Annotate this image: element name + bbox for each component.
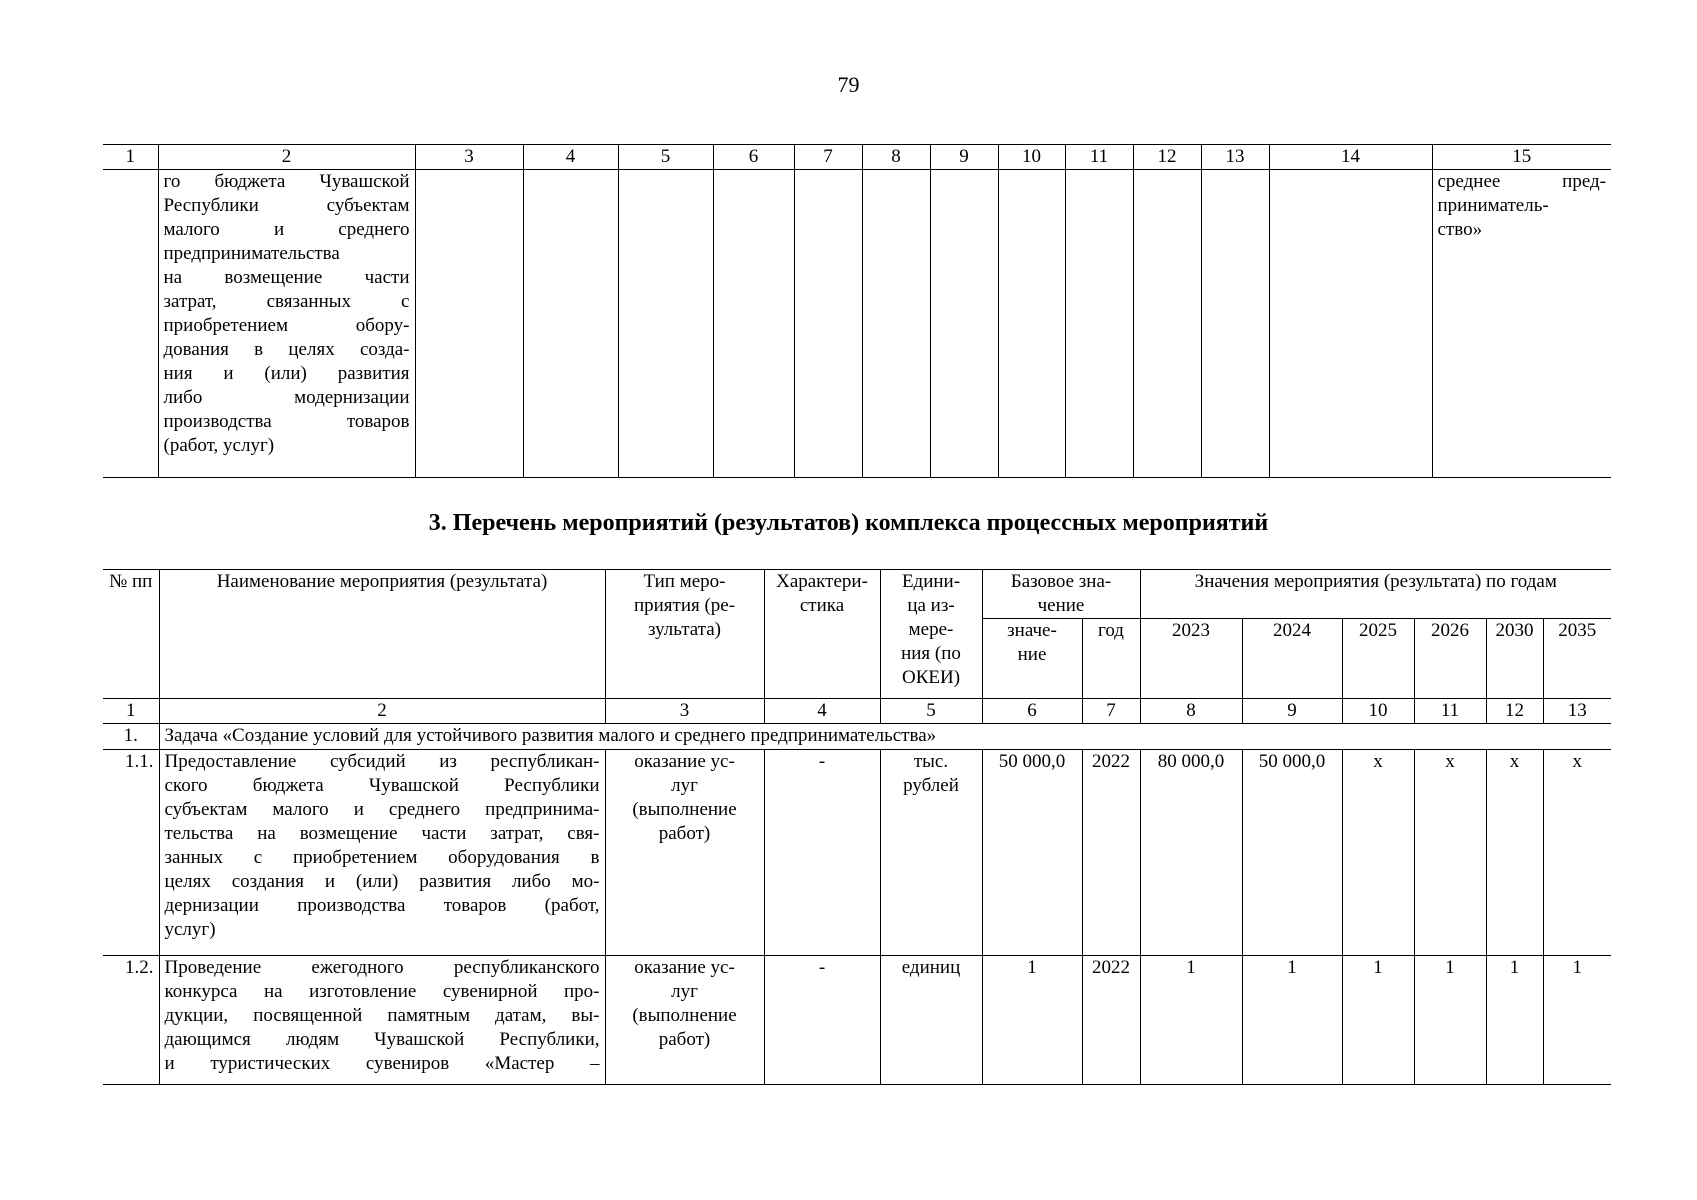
column-number: 4 bbox=[764, 699, 880, 724]
column-number: 11 bbox=[1414, 699, 1486, 724]
text-line: дукции, посвященной памятным датам, вы- bbox=[164, 1005, 600, 1026]
header-year: 2024 bbox=[1242, 619, 1342, 699]
header-characteristic bbox=[764, 570, 880, 699]
unit-cell bbox=[880, 750, 982, 956]
characteristic-cell: - bbox=[764, 750, 880, 956]
column-number-row bbox=[103, 145, 1611, 170]
column-number: 10 bbox=[1342, 699, 1414, 724]
column-number: 3 bbox=[605, 699, 764, 724]
column-number: 11 bbox=[1065, 145, 1133, 170]
text-line: работ) bbox=[658, 823, 711, 844]
year-value-cell: х bbox=[1414, 750, 1486, 956]
year-value-cell: 50 000,0 bbox=[1242, 750, 1342, 956]
column-number: 10 bbox=[998, 145, 1065, 170]
column-number: 7 bbox=[1082, 699, 1140, 724]
text-line: мере- bbox=[908, 619, 954, 640]
task-num: 1. bbox=[103, 724, 159, 750]
text-line: Базовое зна- bbox=[1010, 571, 1112, 592]
header-year: 2025 bbox=[1342, 619, 1414, 699]
year-value-cell: 1 bbox=[1140, 956, 1242, 1085]
column-number: 1 bbox=[103, 145, 158, 170]
text-line: малого и среднего bbox=[163, 219, 410, 240]
header-num: № пп bbox=[103, 570, 159, 699]
text-line: ца из- bbox=[907, 595, 955, 616]
column-number: 6 bbox=[713, 145, 794, 170]
column-number: 1 bbox=[103, 699, 159, 724]
column-number: 12 bbox=[1133, 145, 1201, 170]
header-year: 2035 bbox=[1543, 619, 1611, 699]
column-number: 12 bbox=[1486, 699, 1543, 724]
text-line: конкурса на изготовление сувенирной про- bbox=[164, 981, 600, 1002]
column-number: 4 bbox=[523, 145, 618, 170]
text-line: среднее пред- bbox=[1437, 171, 1606, 192]
header-base bbox=[982, 570, 1140, 619]
text-line: ние bbox=[1017, 644, 1047, 665]
header-name: Наименование мероприятия (результата) bbox=[159, 570, 605, 699]
column-number: 7 bbox=[794, 145, 862, 170]
column-number: 9 bbox=[930, 145, 998, 170]
year-value-cell: 1 bbox=[1414, 956, 1486, 1085]
text-line: дающимся людям Чувашской Республики, bbox=[164, 1029, 600, 1050]
unit-cell bbox=[880, 956, 982, 1085]
text-line: ния (по bbox=[901, 643, 961, 664]
column-number: 5 bbox=[618, 145, 713, 170]
measure-name-cell bbox=[159, 750, 605, 956]
column-number: 2 bbox=[158, 145, 415, 170]
text-line: производства товаров bbox=[163, 411, 410, 432]
text-line: оказание ус- bbox=[634, 751, 735, 772]
column-number: 13 bbox=[1201, 145, 1269, 170]
text-line: Тип меро- bbox=[643, 571, 726, 592]
text-line: целях создания и (или) развития либо мо- bbox=[164, 871, 600, 892]
continuation-table bbox=[103, 144, 1611, 478]
row-num: 1.2. bbox=[103, 956, 159, 1085]
column-number: 8 bbox=[862, 145, 930, 170]
text-line: Проведение ежегодного республиканского bbox=[164, 957, 600, 978]
text-line: ОКЕИ) bbox=[901, 667, 961, 688]
text-line: луг bbox=[671, 981, 698, 1002]
column-number-row bbox=[103, 699, 1611, 724]
column-number: 9 bbox=[1242, 699, 1342, 724]
text-line: затрат, связанных с bbox=[163, 291, 410, 312]
text-line: субъектам малого и среднего предпринима- bbox=[164, 799, 600, 820]
year-value-cell: 1 bbox=[1342, 956, 1414, 1085]
column-number: 2 bbox=[159, 699, 605, 724]
header-type bbox=[605, 570, 764, 699]
text-line: го бюджета Чувашской bbox=[163, 171, 410, 192]
text-line: (выполнение bbox=[632, 799, 737, 820]
year-value-cell: 80 000,0 bbox=[1140, 750, 1242, 956]
header-year: 2026 bbox=[1414, 619, 1486, 699]
base-year-cell: 2022 bbox=[1082, 956, 1140, 1085]
text-line: Едини- bbox=[901, 571, 961, 592]
text-line: (выполнение bbox=[632, 1005, 737, 1026]
text-line: тыс. bbox=[913, 751, 949, 772]
year-value-cell: х bbox=[1543, 750, 1611, 956]
text-line: стика bbox=[799, 595, 845, 616]
text-line: луг bbox=[671, 775, 698, 796]
year-value-cell: 1 bbox=[1242, 956, 1342, 1085]
text-line: работ) bbox=[658, 1029, 711, 1050]
header-row bbox=[103, 570, 1611, 619]
text-line: на возмещение части bbox=[163, 267, 410, 288]
text-line: приятия (ре- bbox=[633, 595, 736, 616]
measure-type-cell bbox=[605, 956, 764, 1085]
text-line: рублей bbox=[903, 775, 959, 796]
text-line: и туристических сувениров «Мастер – bbox=[164, 1053, 600, 1074]
measure-name-cell bbox=[159, 956, 605, 1085]
header-unit bbox=[880, 570, 982, 699]
text-line: либо модернизации bbox=[163, 387, 410, 408]
base-value-cell: 50 000,0 bbox=[982, 750, 1082, 956]
year-value-cell: 1 bbox=[1543, 956, 1611, 1085]
characteristic-cell: - bbox=[764, 956, 880, 1085]
task-text: Задача «Создание условий для устойчивого развития малого и среднего предпринимательства» bbox=[159, 724, 1611, 750]
base-value-cell: 1 bbox=[982, 956, 1082, 1085]
section-title: 3. Перечень мероприятий (результатов) комплекса процессных мероприятий bbox=[428, 510, 1269, 536]
column-number: 5 bbox=[880, 699, 982, 724]
section-note-cell bbox=[1432, 170, 1611, 478]
page-number: 79 bbox=[837, 72, 860, 97]
text-line: зультата) bbox=[648, 619, 721, 640]
column-number: 6 bbox=[982, 699, 1082, 724]
text-line: Характери- bbox=[776, 571, 868, 592]
text-line: ского бюджета Чувашской Республики bbox=[164, 775, 600, 796]
year-value-cell: х bbox=[1486, 750, 1543, 956]
text-line: ство» bbox=[1437, 219, 1483, 240]
header-year: 2030 bbox=[1486, 619, 1543, 699]
text-line: занных с приобретением оборудования в bbox=[164, 847, 600, 868]
header-year: 2023 bbox=[1140, 619, 1242, 699]
header-values-by-year: Значения мероприятия (результата) по годам bbox=[1140, 570, 1611, 619]
base-year-cell: 2022 bbox=[1082, 750, 1140, 956]
text-line: (работ, услуг) bbox=[163, 435, 275, 456]
text-line: приобретением обору- bbox=[163, 315, 410, 336]
table-row bbox=[103, 170, 1611, 478]
year-value-cell: х bbox=[1342, 750, 1414, 956]
text-line: услуг) bbox=[164, 919, 216, 940]
measure-type-cell bbox=[605, 750, 764, 956]
text-line: дования в целях созда- bbox=[163, 339, 410, 360]
text-line: Республики субъектам bbox=[163, 195, 410, 216]
row-num: 1.1. bbox=[103, 750, 159, 956]
column-number: 3 bbox=[415, 145, 523, 170]
text-line: Предоставление субсидий из республикан- bbox=[164, 751, 600, 772]
text-line: дернизации производства товаров (работ, bbox=[164, 895, 600, 916]
column-number: 15 bbox=[1432, 145, 1611, 170]
year-value-cell: 1 bbox=[1486, 956, 1543, 1085]
header-base-year: год bbox=[1082, 619, 1140, 699]
text-line: тельства на возмещение части затрат, свя- bbox=[164, 823, 600, 844]
text-line: предпринимательства bbox=[163, 243, 340, 264]
column-number: 8 bbox=[1140, 699, 1242, 724]
text-line: оказание ус- bbox=[634, 957, 735, 978]
text-line: приниматель- bbox=[1437, 195, 1549, 216]
header-base-value bbox=[982, 619, 1082, 699]
column-number: 14 bbox=[1269, 145, 1432, 170]
measures-table bbox=[103, 569, 1611, 1085]
measure-name-cell bbox=[158, 170, 415, 478]
text-line: значе- bbox=[1007, 620, 1057, 641]
task-row bbox=[103, 724, 1611, 750]
table-row bbox=[103, 956, 1611, 1085]
text-line: ния и (или) развития bbox=[163, 363, 410, 384]
text-line: единиц bbox=[901, 957, 961, 978]
text-line: чение bbox=[1037, 595, 1085, 616]
table-row bbox=[103, 750, 1611, 956]
column-number: 13 bbox=[1543, 699, 1611, 724]
